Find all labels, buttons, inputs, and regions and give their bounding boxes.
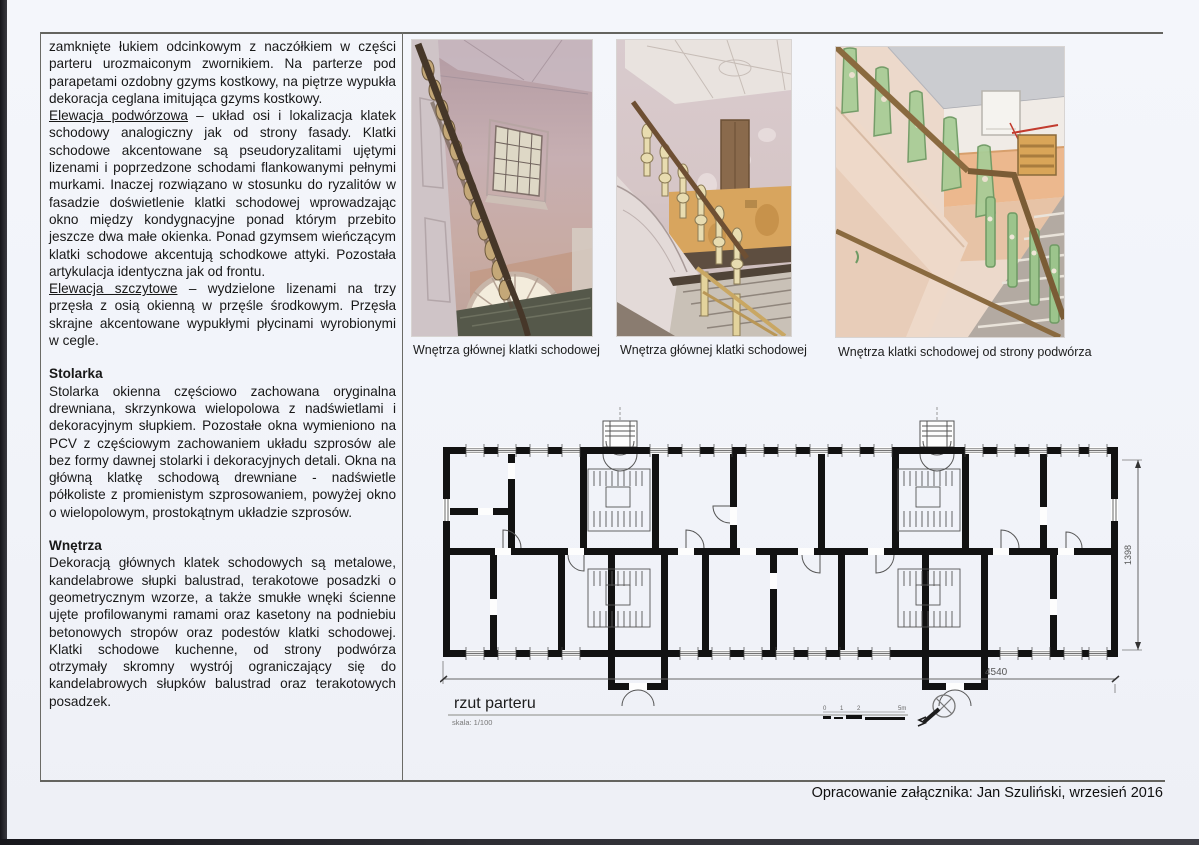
plan-scale-label: skala: 1/100	[452, 718, 493, 727]
elewacja-szczytowa-text: – wydzielone lizenami na trzy przęsła z osią okienną w przęśle środkowym. Przęsła skrajne akcentowane wypukłymi płycinami wyrobionymi w cegle.	[49, 281, 396, 349]
svg-text:1398: 1398	[1123, 544, 1133, 566]
frame-top-line	[40, 32, 1163, 34]
frame-left-line	[40, 32, 41, 781]
description-text-column	[49, 38, 396, 710]
dimension-width	[440, 661, 1119, 693]
staircase-photo-3	[836, 47, 1064, 337]
plan-title: rzut parteru	[454, 695, 536, 712]
column-divider-line	[402, 32, 403, 781]
heading-stolarka: Stolarka	[49, 366, 103, 382]
photo-caption-3: Wnętrza klatki schodowej od strony podwórza	[838, 345, 1092, 359]
paragraph-wnetrza: Dekoracją głównych klatek schodowych są metalowe, kandelabrowe słupki balustrad, terakotowe posadzki o geometrycznym wzorze, a także smukłe wnęki ścienne ujęte profilowanymi ramami oraz kasetony na podniebiu betonowych stropów oraz podestów klatki schodowej. Klatki schodowe kuchenne, od strony podwórza otrzymały skromny wystrój ograniczający się do kandelabrowych słupków balustrad oraz terakotowych posadzek.	[49, 555, 396, 709]
scan-edge-left	[0, 0, 7, 841]
svg-text:4540: 4540	[985, 667, 1008, 678]
paragraph-stolarka: Stolarka okienna częściowo zachowana oryginalna drewniana, skrzynkowa wielopolowa z nadświetlami i dekoracyjnym słupkiem. Pozostałe okna wymieniono na PCV z częściowym zachowaniem układu szprosów ale bez formy dawnej stolarki i dekoracyjnych detali. Okna na główną klatkę schodową drewniane - nadświetle półkoliste z promienistym szprosowaniem, powyżej okno o wielopolowym, prostokątnym układzie szprosów.	[49, 383, 396, 520]
floor-plan-drawing	[440, 403, 1155, 743]
staircase-photo-2	[617, 40, 791, 336]
scan-edge-bottom	[0, 839, 1199, 845]
paragraph-facade-continuation: zamknięte łukiem odcinkowym z naczółkiem w części parteru urozmaiconym zwornikiem. Na parterze pod parapetami ozdobny gzyms kostkowy, na piętrze wypukła dekoracja ceglana imitująca gzyms kostkowy.	[49, 39, 396, 106]
elewacja-podworzowa-lead: Elewacja podwórzowa	[49, 108, 188, 124]
staircase-photo-1	[412, 40, 592, 336]
photo-caption-2: Wnętrza głównej klatki schodowej	[620, 343, 807, 357]
frame-bottom-line	[40, 780, 1165, 782]
paragraph-elewacja-podworzowa	[49, 107, 396, 280]
dimension-height	[1122, 460, 1142, 650]
svg-text:2: 2	[857, 706, 861, 712]
paragraph-elewacja-szczytowa	[49, 280, 396, 349]
svg-text:5m: 5m	[898, 706, 907, 712]
north-arrow-icon	[918, 695, 955, 726]
heading-wnetrza: Wnętrza	[49, 538, 102, 554]
side-windows	[443, 499, 1118, 521]
facade-windows-south	[466, 647, 1107, 660]
photo-caption-1: Wnętrza głównej klatki schodowej	[413, 343, 600, 357]
svg-text:0: 0	[823, 706, 827, 712]
scale-bar	[823, 706, 906, 720]
facade-windows-north	[466, 444, 1107, 457]
svg-text:1: 1	[840, 706, 844, 712]
elewacja-szczytowa-lead: Elewacja szczytowe	[49, 281, 178, 297]
footer-credit: Opracowanie załącznika: Jan Szuliński, wrzesień 2016	[811, 785, 1163, 801]
elewacja-podworzowa-text: – układ osi i lokalizacja klatek schodowy analogiczny jak od strony fasady. Klatki schodowe akcentowane są pseudoryzalitami ujętymi lizenami i poprzedzone schodami flankowanymi pełnymi murkami. Inaczej rozwiązano w stosunku do ryzalitów w fasadzie doświetlenie klatki schodowej wprowadzając okno między kondygnacyjne ponad którym przebito jeszcze dwa małe okienka. Ponad gzymsem wieńczącym klatki schodowe akcentują schodkowe attyki. Pozostała artykulacja identyczna jak od frontu.	[49, 108, 396, 279]
